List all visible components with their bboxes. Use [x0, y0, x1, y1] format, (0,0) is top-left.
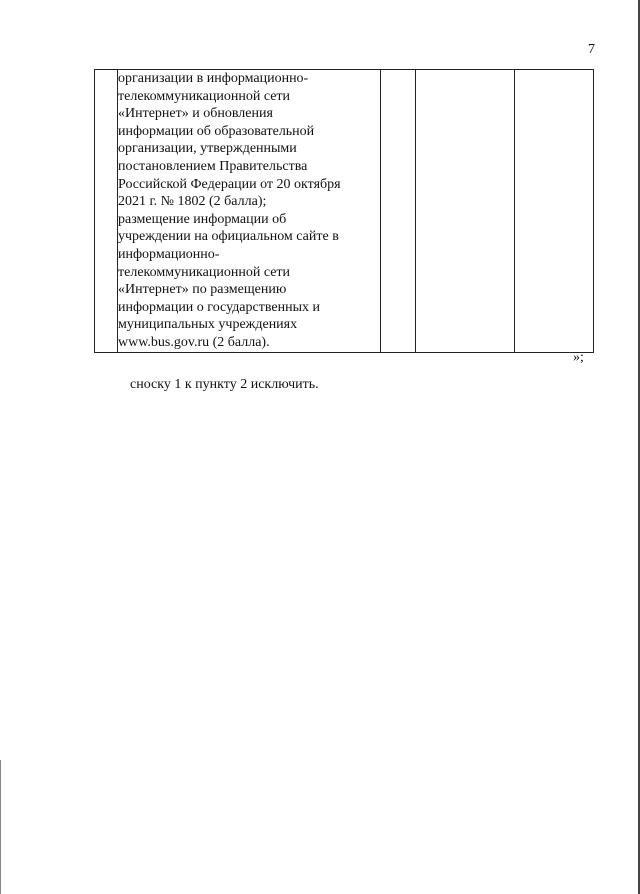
text-line: информационно-: [118, 246, 220, 262]
text-line: www.bus.gov.ru (2 балла).: [118, 334, 270, 350]
text-line: «Интернет» и обновления: [118, 106, 273, 122]
scan-edge: [0, 760, 1, 894]
text-line: муниципальных учреждениях: [118, 317, 298, 333]
text-line: 2021 г. № 1802 (2 балла);: [118, 194, 267, 210]
text-line: телекоммуникационной сети: [118, 88, 291, 104]
criteria-table: [94, 69, 594, 353]
text-line: размещение информации об: [118, 211, 287, 227]
page-number: 7: [588, 42, 595, 57]
table-cell-number: [95, 70, 118, 353]
text-line: информации о государственных и: [118, 299, 320, 315]
text-line: организации, утвержденными: [118, 141, 297, 157]
table-cell-criteria-text: [118, 70, 381, 353]
text-line: «Интернет» по размещению: [118, 282, 287, 298]
text-line: учреждении на официальном сайте в: [118, 229, 339, 245]
closing-quote: »;: [573, 350, 584, 365]
table-cell-empty: [515, 70, 594, 353]
table-row: [95, 70, 594, 353]
text-line: постановлением Правительства: [118, 158, 308, 174]
table-cell-empty: [416, 70, 515, 353]
text-line: информации об образовательной: [118, 123, 315, 139]
text-line: телекоммуникационной сети: [118, 264, 291, 280]
table-cell-empty: [381, 70, 416, 353]
text-line: Российской Федерации от 20 октября: [118, 176, 341, 192]
text-line: организации в информационно-: [118, 71, 309, 86]
footnote-instruction: сноску 1 к пункту 2 исключить.: [130, 377, 319, 392]
